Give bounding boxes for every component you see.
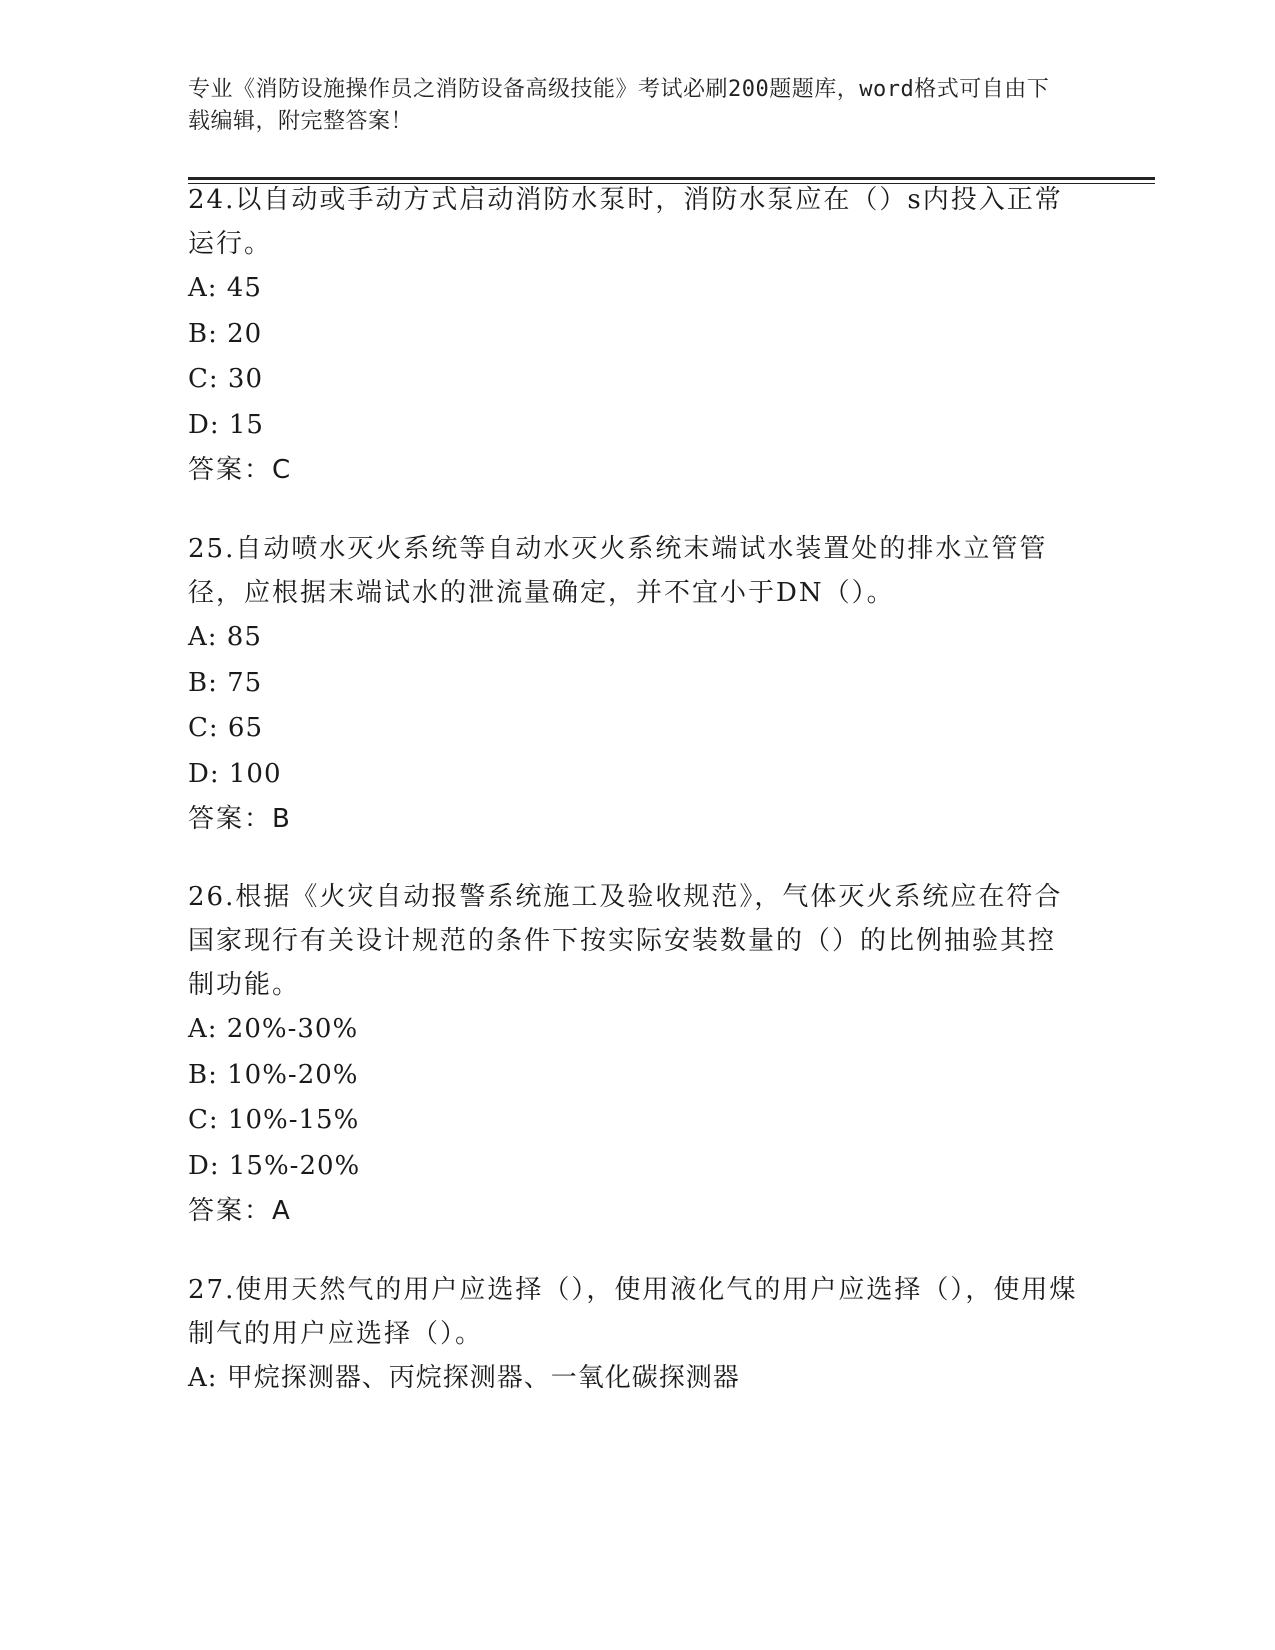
- answer-line: [188, 797, 1078, 842]
- option-b: B: 10%-20%: [188, 1059, 359, 1090]
- option-a: A: 85: [188, 622, 262, 652]
- option-c: C: 30: [188, 364, 264, 394]
- question-24: [188, 178, 1078, 493]
- question-stem: 24.以自动或手动方式启动消防水泵时，消防水泵应在（）s内投入正常运行。: [188, 185, 1063, 259]
- option-b: B: 20: [188, 318, 263, 349]
- option-d: D: 100: [188, 758, 282, 789]
- option-a: A: 20%-30%: [188, 1014, 359, 1044]
- answer-label: 答案：: [188, 455, 273, 485]
- question-stem: 27.使用天然气的用户应选择（），使用液化气的用户应选择（），使用煤制气的用户应选择（）。: [188, 1275, 1078, 1349]
- answer-value: B: [272, 804, 290, 834]
- option-c: C: 10%-15%: [188, 1105, 360, 1135]
- answer-label: 答案：: [188, 1196, 273, 1226]
- option-a: A: 45: [188, 273, 262, 303]
- document-header: 专业《消防设施操作员之消防设备高级技能》考试必刷200题题库，word格式可自由下载编辑，附完整答案！: [188, 77, 1050, 134]
- option-c: C: 65: [188, 713, 264, 743]
- question-26: [188, 875, 1078, 1234]
- answer-label: 答案：: [188, 804, 273, 834]
- option-b: B: 75: [188, 667, 263, 698]
- question-27: [188, 1268, 1078, 1402]
- answer-value: C: [272, 455, 291, 485]
- option-d: D: 15%-20%: [188, 1150, 361, 1181]
- question-stem: 25.自动喷水灭火系统等自动水灭火系统末端试水装置处的排水立管管径，应根据末端试水的泄流量确定，并不宜小于DN（）。: [188, 534, 1048, 608]
- answer-line: [188, 1189, 1078, 1234]
- answer-line: [188, 448, 1078, 493]
- answer-value: A: [272, 1196, 290, 1226]
- question-25: [188, 527, 1078, 842]
- question-stem: 26.根据《火灾自动报警系统施工及验收规范》，气体灭火系统应在符合国家现行有关设计规范的条件下按实际安装数量的（）的比例抽验其控制功能。: [188, 882, 1063, 1000]
- option-d: D: 15: [188, 409, 264, 440]
- option-a: A: 甲烷探测器、丙烷探测器、一氧化碳探测器: [188, 1363, 740, 1393]
